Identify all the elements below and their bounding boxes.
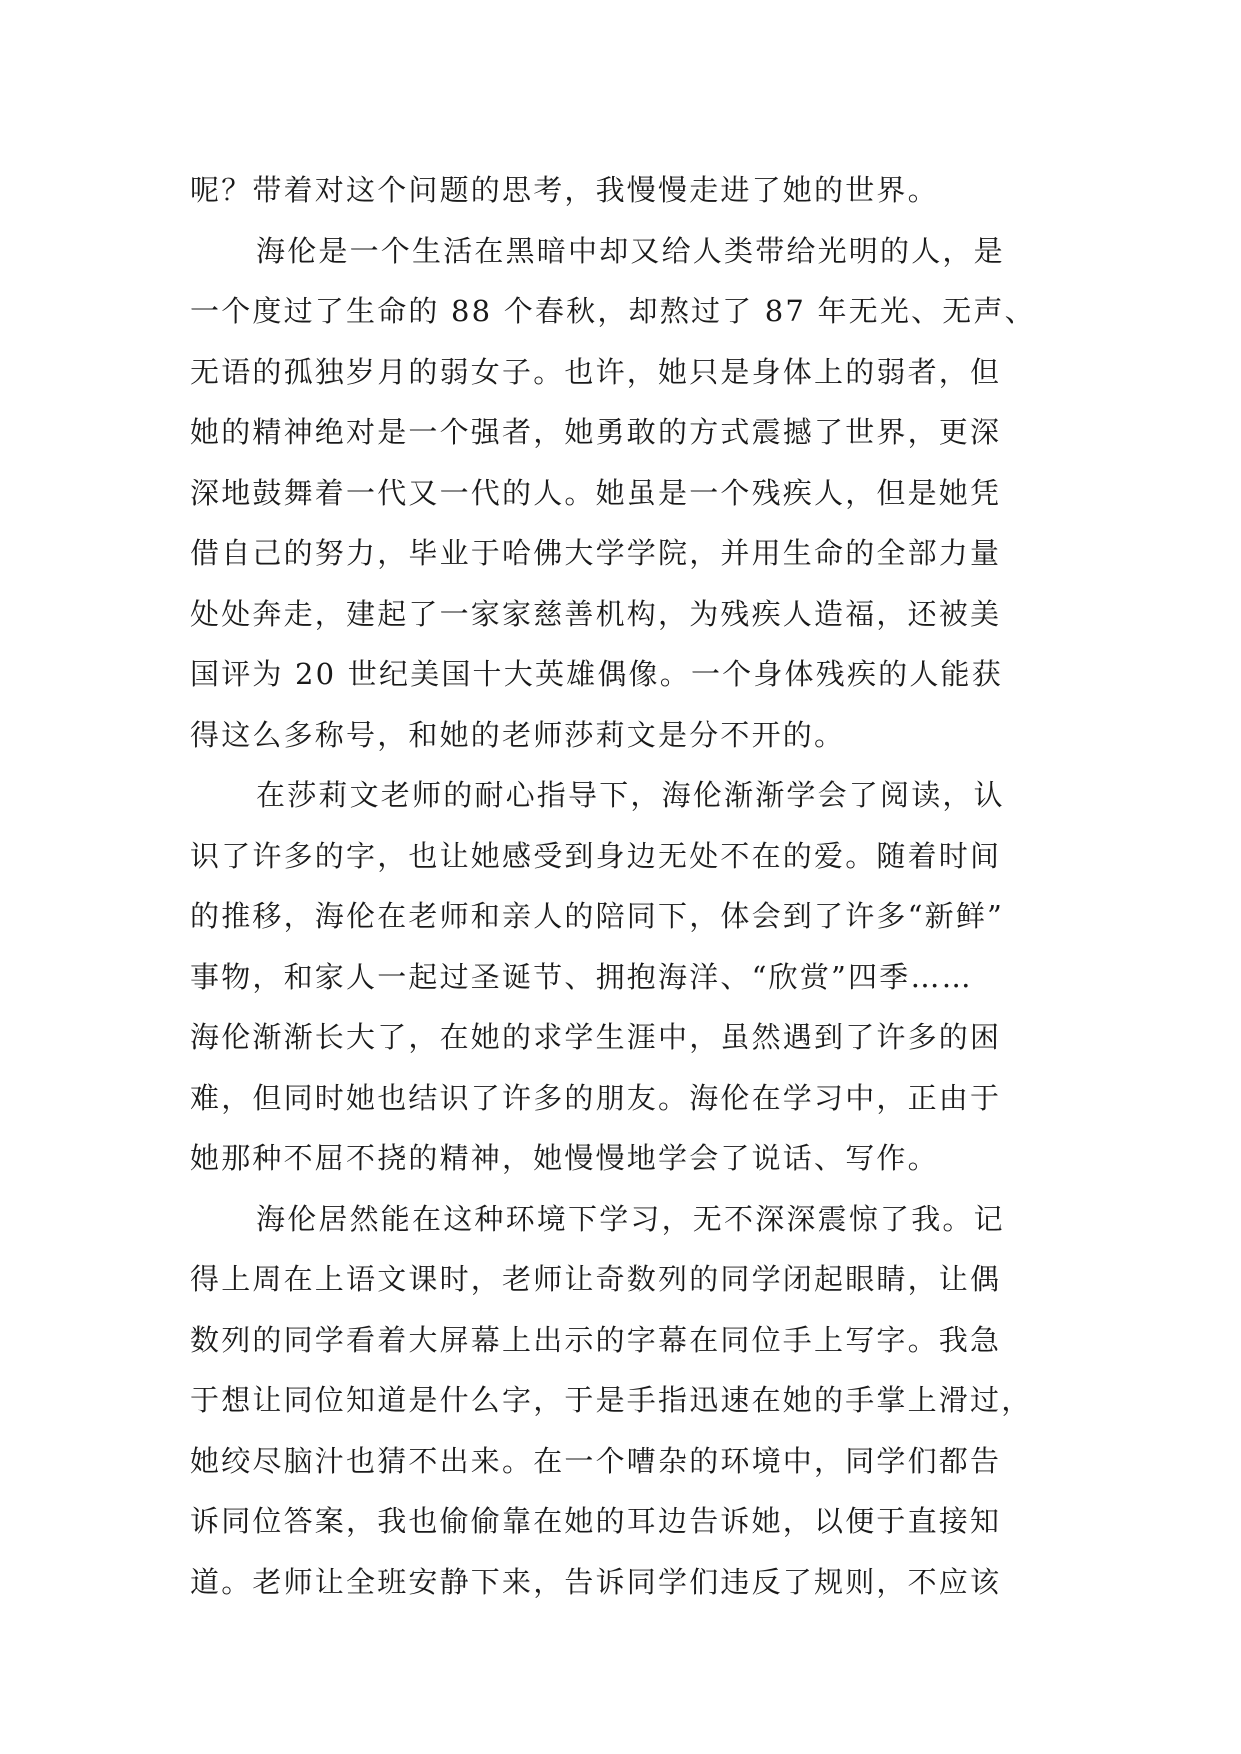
text-line: 深地鼓舞着一代又一代的人。她虽是一个残疾人，但是她凭 — [190, 475, 1002, 510]
text-line: 借自己的努力，毕业于哈佛大学学院，并用生命的全部力量 — [190, 536, 1002, 570]
text-line: 呢？带着对这个问题的思考，我慢慢走进了她的世界。 — [190, 173, 939, 207]
text-line: 海伦渐渐长大了，在她的求学生涯中，虽然遇到了许多的困 — [190, 1020, 1002, 1054]
text-line: 无语的孤独岁月的弱女子。也许，她只是身体上的弱者，但 — [190, 354, 1002, 389]
paragraph-first-line: 在莎莉文老师的耐心指导下，海伦渐渐学会了阅读，认 — [256, 778, 1005, 812]
text-line: 难，但同时她也结识了许多的朋友。海伦在学习中，正由于 — [190, 1080, 1002, 1115]
text-line: 识了许多的字，也让她感受到身边无处不在的爱。随着时间 — [190, 838, 1002, 873]
paragraph-first-line: 海伦居然能在这种环境下学习，无不深深震惊了我。记 — [256, 1201, 1005, 1236]
text-line: 她绞尽脑汁也猜不出来。在一个嘈杂的环境中，同学们都告 — [190, 1443, 1002, 1478]
text-line: 她的精神绝对是一个强者，她勇敢的方式震撼了世界，更深 — [190, 415, 1002, 449]
text-line: 于想让同位知道是什么字，于是手指迅速在她的手掌上滑过， — [190, 1383, 1033, 1417]
text-line: 一个度过了生命的 88 个春秋，却熬过了 87 年无光、无声、 — [190, 294, 1036, 328]
text-line: 处处奔走，建起了一家家慈善机构，为残疾人造福，还被美 — [190, 596, 1002, 631]
text-line: 道。老师让全班安静下来，告诉同学们违反了规则，不应该 — [190, 1564, 1002, 1599]
text-line: 国评为 20 世纪美国十大英雄偶像。一个身体残疾的人能获 — [190, 657, 1003, 691]
text-line: 得上周在上语文课时，老师让奇数列的同学闭起眼睛，让偶 — [190, 1262, 1002, 1296]
text-line: 得这么多称号，和她的老师莎莉文是分不开的。 — [190, 717, 846, 752]
text-line: 她那种不屈不挠的精神，她慢慢地学会了说话、写作。 — [190, 1141, 939, 1175]
text-line: 的推移，海伦在老师和亲人的陪同下，体会到了许多“新鲜” — [190, 899, 1005, 933]
paragraph-first-line: 海伦是一个生活在黑暗中却又给人类带给光明的人，是 — [256, 233, 1005, 268]
text-line: 诉同位答案，我也偷偷靠在她的耳边告诉她，以便于直接知 — [190, 1504, 1002, 1538]
text-line: 数列的同学看着大屏幕上出示的字幕在同位手上写字。我急 — [190, 1322, 1002, 1357]
text-line: 事物，和家人一起过圣诞节、拥抱海洋、“欣赏”四季…… — [190, 959, 973, 994]
essay-text — [190, 160, 1070, 1612]
